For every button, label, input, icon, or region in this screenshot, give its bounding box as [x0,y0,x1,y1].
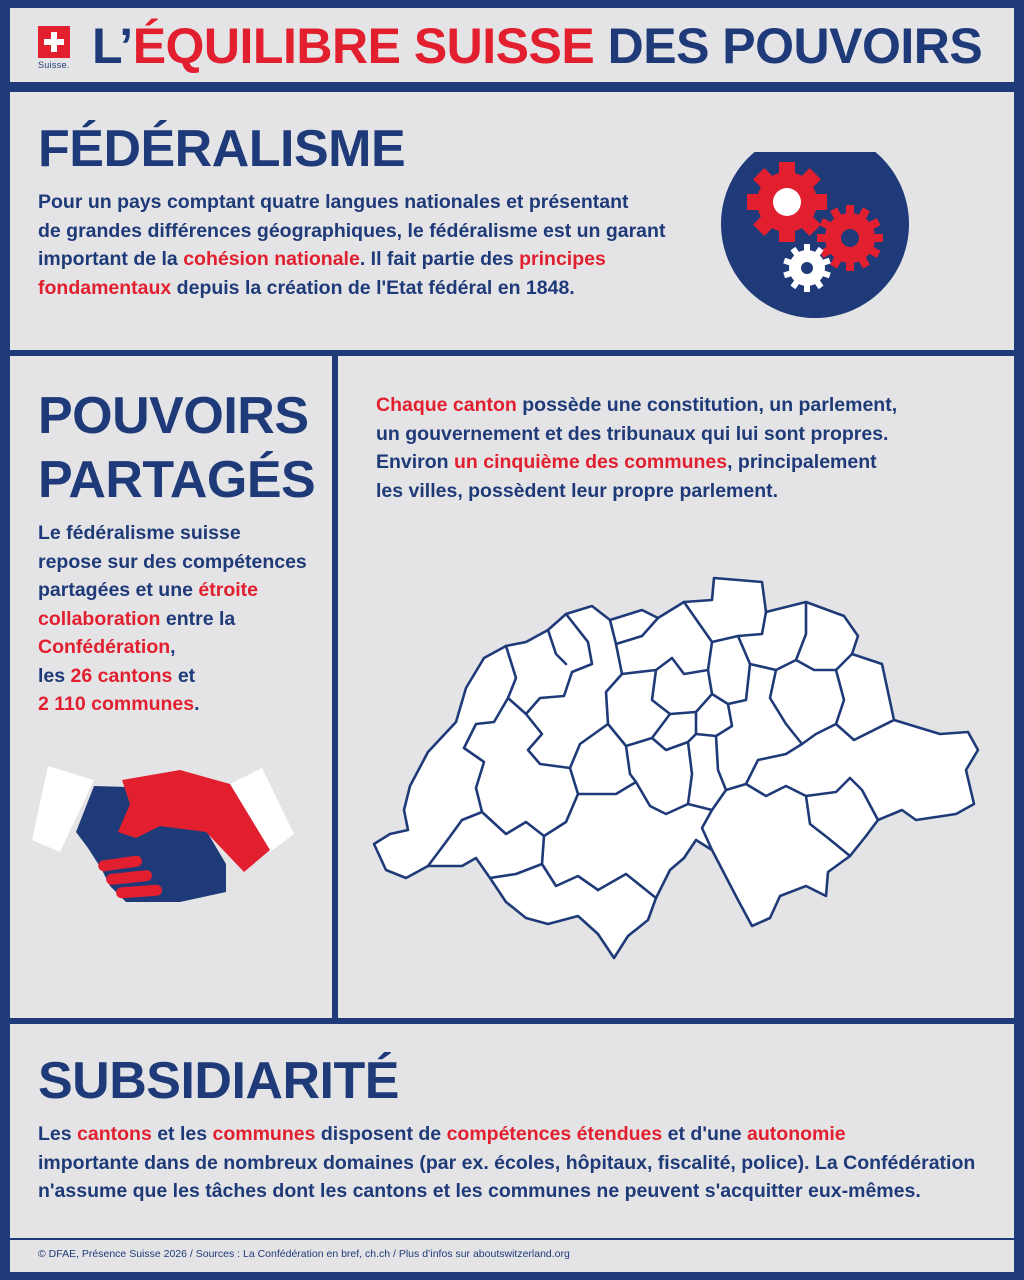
header-bar [10,8,1014,82]
federalisme-text: Pour un pays comptant quatre langues nationales et présentant de grandes différences géographiques, le fédéralisme est un garant important de la cohésion nationale. Il fait partie des principes fondamentaux depuis la création de l'Etat fédéral en 1848. [38,191,666,299]
pouvoirs-title: POUVOIRS PARTAGÉS [38,387,316,509]
logo-text: Suisse. [38,60,70,70]
cantons-text: Chaque canton possède une constitution, un parlement, un gouvernement et des tribunaux qui lui sont propres. Environ un cinquième des communes, principalement les villes, possèdent leur propre parlement. [376,394,898,502]
footer-credits: © DFAE, Présence Suisse 2026 / Sources : La Confédération en bref, ch.ch / Plus d’infos sur aboutswitzerland.org [38,1248,570,1260]
swiss-cross-icon [38,26,70,58]
pouvoirs-partages-section [10,356,332,1018]
swiss-logo [38,26,82,70]
pouvoirs-text: Le fédéralisme suisse repose sur des compétences partagées et une étroite collaboration entre la Confédération, les 26 cantons et 2 110 communes. [38,522,307,715]
switzerland-cantons-map [366,574,986,964]
cantons-section [338,356,1014,1018]
gears-icon [720,152,910,322]
handshake-icon [30,760,300,910]
subsidiarite-text: Les cantons et les communes disposent de compétences étendues et d'une autonomie importante dans de nombreux domaines (par ex. écoles, hôpitaux, fiscalité, police). La Confédération n'assume que les tâches dont les cantons et les communes ne peuvent s'acquitter eux-mêmes. [38,1123,976,1202]
page-title: L’ÉQUILIBRE SUISSE DES POUVOIRS [92,18,983,74]
federalisme-section [10,92,1014,350]
subsidiarite-section [10,1024,1014,1238]
subsidiarite-title: SUBSIDIARITÉ [38,1052,399,1110]
federalisme-title: FÉDÉRALISME [38,120,406,178]
footer [10,1240,1014,1272]
